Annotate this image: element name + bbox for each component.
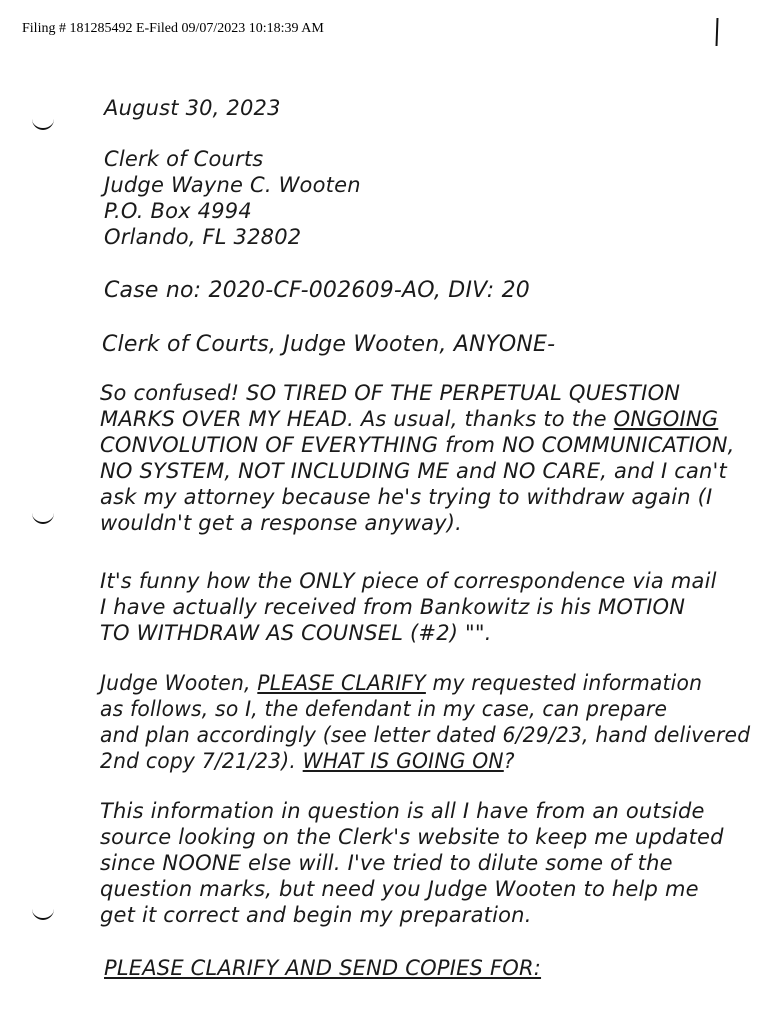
line-text: This information in question is all I have from an outside xyxy=(100,799,705,823)
case-number: Case no: 2020-CF-002609-AO, DIV: 20 xyxy=(104,278,530,303)
line-text: wouldn't get a response anyway). xyxy=(100,511,463,535)
handwritten-line xyxy=(100,722,750,748)
line-text: TO WITHDRAW AS COUNSEL (#2) "". xyxy=(100,621,492,645)
underlined-text: ONGOING xyxy=(613,407,719,431)
line-text: I have actually received from Bankowitz is his MOTION xyxy=(100,595,686,619)
line-text: source looking on the Clerk's website to keep me updated xyxy=(100,825,724,849)
handwritten-line xyxy=(100,620,717,646)
paragraph-3 xyxy=(100,670,750,774)
handwritten-line xyxy=(100,876,724,902)
recipient-address xyxy=(104,146,361,250)
paragraph-4 xyxy=(100,798,724,928)
page-corner-mark xyxy=(716,18,719,46)
handwritten-line xyxy=(100,748,750,774)
address-line: Orlando, FL 32802 xyxy=(104,225,302,249)
line-text: since NOONE else will. I've tried to dilute some of the xyxy=(100,851,673,875)
line-text: CONVOLUTION OF EVERYTHING from NO COMMUNICATION, xyxy=(100,433,735,457)
salutation: Clerk of Courts, Judge Wooten, ANYONE- xyxy=(102,332,556,357)
handwritten-line xyxy=(100,458,735,484)
address-line: Clerk of Courts xyxy=(104,147,264,171)
handwritten-line xyxy=(100,798,724,824)
filing-stamp: Filing # 181285492 E-Filed 09/07/2023 10:18:39 AM xyxy=(22,21,324,36)
address-line: P.O. Box 4994 xyxy=(104,199,252,223)
address-line: Judge Wayne C. Wooten xyxy=(104,173,361,197)
line-text: as follows, so I, the defendant in my case, can prepare xyxy=(100,697,668,721)
line-text: question marks, but need you Judge Wooten to help me xyxy=(100,877,699,901)
line-text: my requested information xyxy=(425,671,703,695)
line-text: 2nd copy 7/21/23). xyxy=(100,749,303,773)
handwritten-line xyxy=(100,824,724,850)
line-text: It's funny how the ONLY piece of correspondence via mail xyxy=(100,569,717,593)
line-text: So confused! SO TIRED OF THE PERPETUAL QUESTION xyxy=(100,381,681,405)
margin-tick-mark xyxy=(32,512,54,524)
line-text: ask my attorney because he's trying to withdraw again (I xyxy=(100,485,713,509)
line-text: NO SYSTEM, NOT INCLUDING ME and NO CARE, and I can't xyxy=(100,459,727,483)
paragraph-2 xyxy=(100,568,717,646)
line-text: Judge Wooten, xyxy=(100,671,258,695)
paragraph-1 xyxy=(100,380,735,536)
handwritten-line xyxy=(100,696,750,722)
handwritten-line xyxy=(100,568,717,594)
closing-heading-text: PLEASE CLARIFY AND SEND COPIES FOR: xyxy=(104,956,542,980)
closing-heading xyxy=(104,956,541,980)
underlined-text: PLEASE CLARIFY xyxy=(257,671,426,695)
handwritten-line xyxy=(100,510,735,536)
margin-tick-mark xyxy=(32,908,54,920)
handwritten-line xyxy=(100,380,735,406)
line-text: ? xyxy=(503,749,515,773)
underlined-text: WHAT IS GOING ON xyxy=(302,749,504,773)
handwritten-line xyxy=(100,902,724,928)
handwritten-line xyxy=(100,670,750,696)
margin-tick-mark xyxy=(32,118,54,130)
handwritten-line xyxy=(100,850,724,876)
line-text: get it correct and begin my preparation. xyxy=(100,903,532,927)
handwritten-line xyxy=(100,484,735,510)
handwritten-line xyxy=(100,432,735,458)
handwritten-line xyxy=(100,594,717,620)
letter-date: August 30, 2023 xyxy=(104,96,281,120)
line-text: MARKS OVER MY HEAD. As usual, thanks to the xyxy=(100,407,614,431)
handwritten-line xyxy=(100,406,735,432)
line-text: and plan accordingly (see letter dated 6/29/23, hand delivered xyxy=(100,723,751,747)
